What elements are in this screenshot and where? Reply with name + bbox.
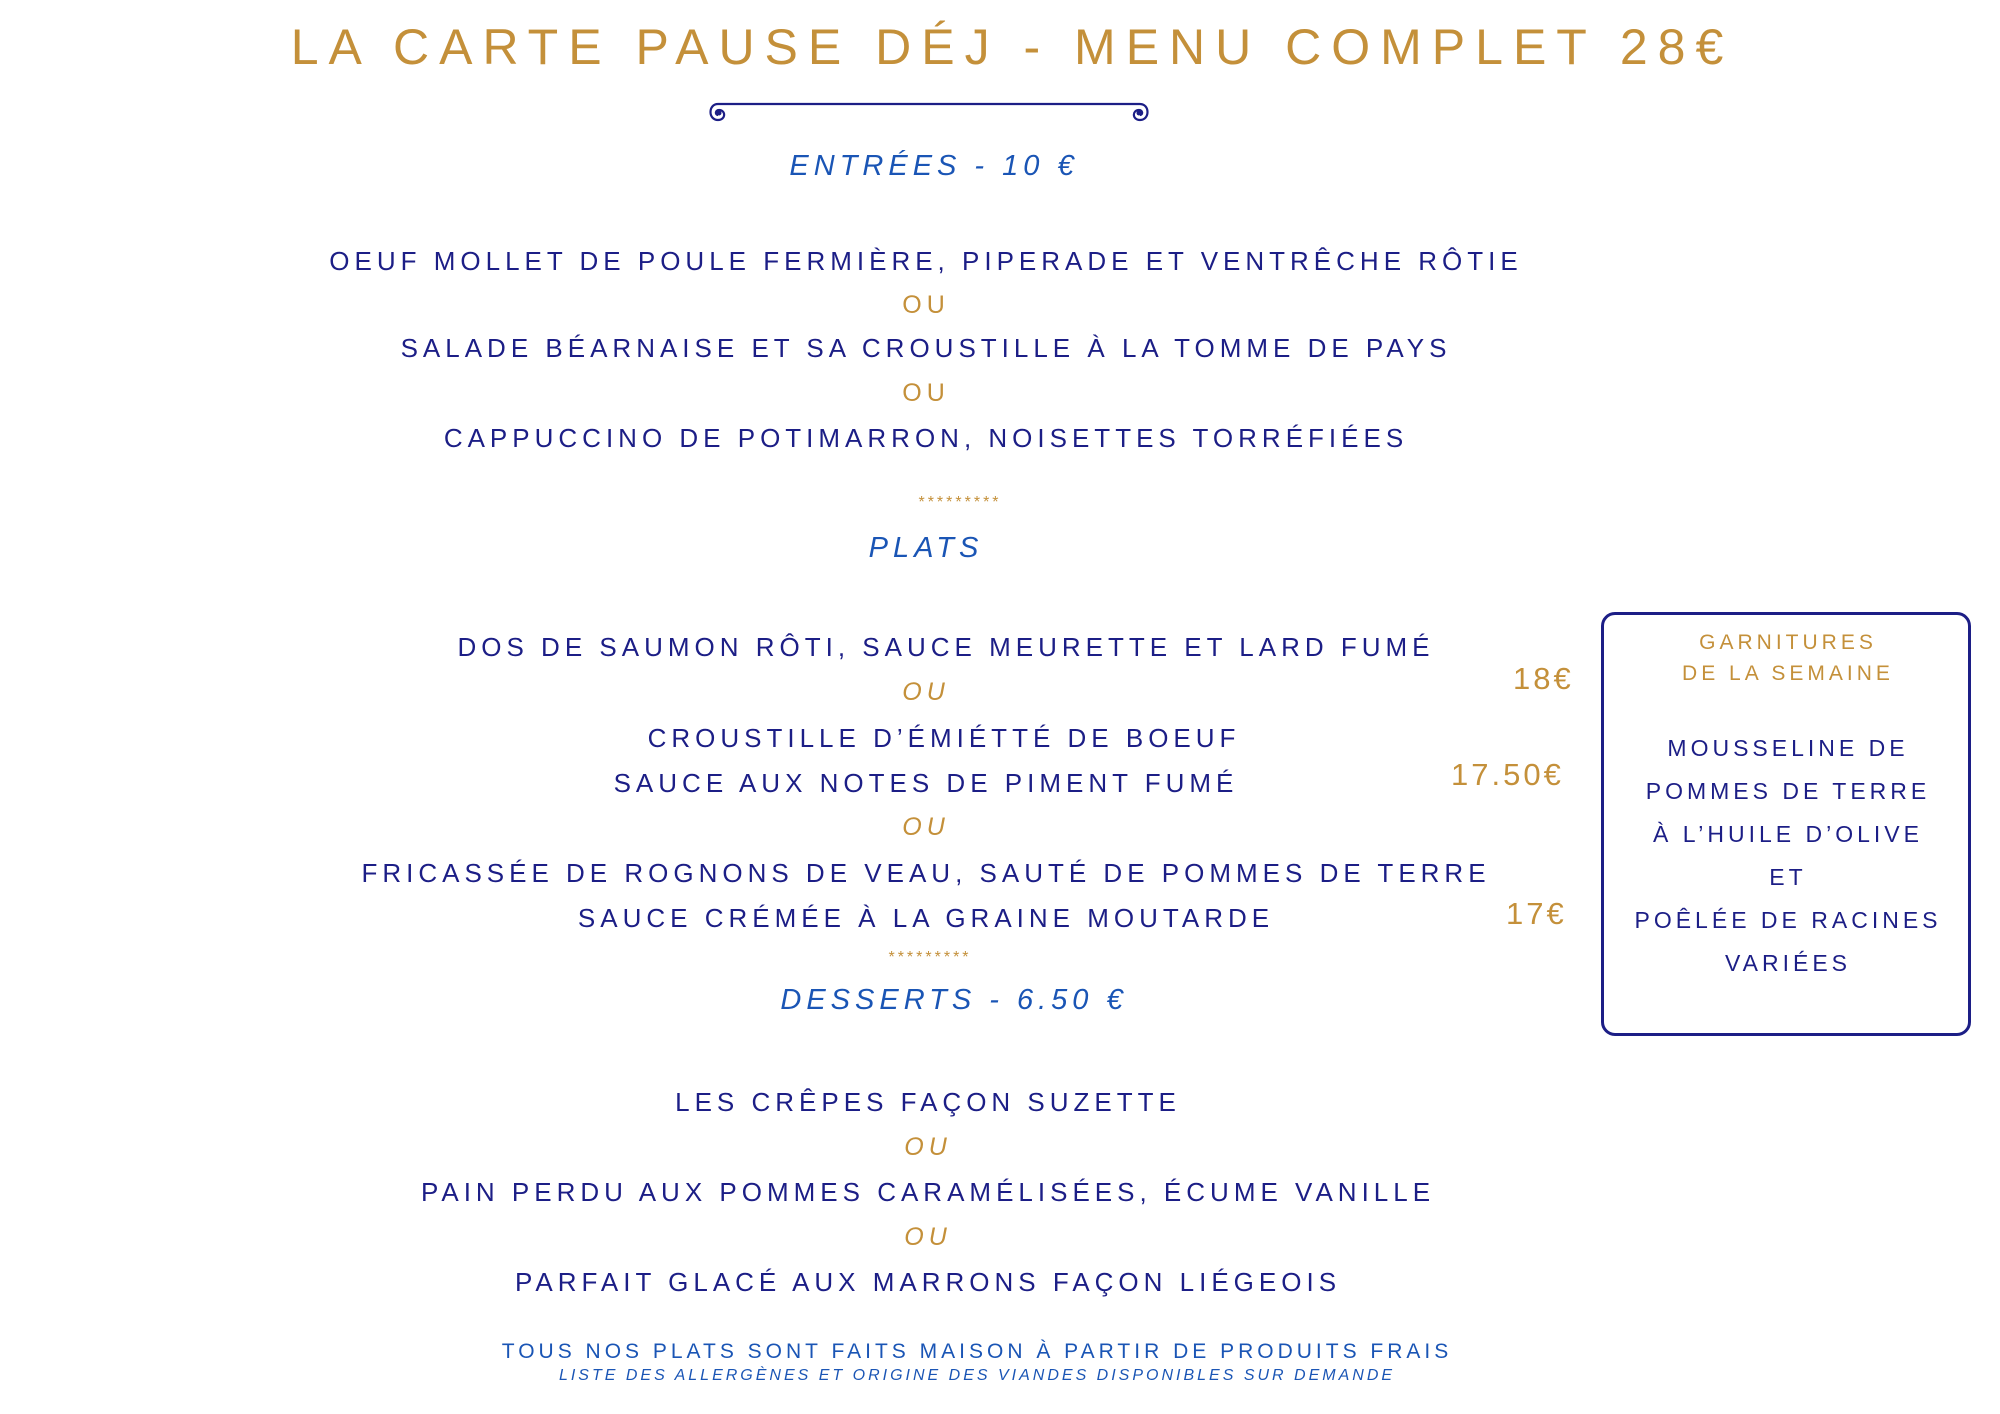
garnitures-title-line-2: DE LA SEMAINE — [1682, 662, 1894, 685]
or-separator: OU — [904, 1133, 952, 1161]
garniture-line: VARIÉES — [1725, 950, 1851, 976]
plat-price-2: 17.50€ — [1451, 757, 1564, 792]
dessert-item-3: PARFAIT GLACÉ AUX MARRONS FAÇON LIÉGEOIS — [514, 1267, 1342, 1297]
garniture-line: ET — [1769, 864, 1807, 890]
plat-item-1: DOS DE SAUMON RÔTI, SAUCE MEURETTE ET LARD FUMÉ — [457, 632, 1435, 662]
stars-divider: ********* — [918, 494, 1002, 511]
garnitures-title-line-1: GARNITURES — [1699, 631, 1877, 654]
garniture-line: POMMES DE TERRE — [1645, 778, 1931, 804]
plat-item-2-line-2: SAUCE AUX NOTES DE PIMENT FUMÉ — [613, 768, 1239, 798]
plat-item-3-line-2: SAUCE CRÉMÉE À LA GRAINE MOUTARDE — [577, 903, 1275, 933]
flourish-ornament — [706, 98, 1152, 132]
garnitures-box — [1601, 612, 1971, 1036]
plat-item-3-line-1: FRICASSÉE DE ROGNONS DE VEAU, SAUTÉ DE POMMES DE TERRE — [361, 858, 1491, 888]
garniture-line: À L’HUILE D’OLIVE — [1653, 821, 1923, 847]
or-separator: OU — [902, 678, 950, 706]
plats-heading: PLATS — [868, 532, 984, 564]
plat-price-3: 17€ — [1506, 896, 1567, 931]
entrees-heading: ENTRÉES - 10 € — [789, 150, 1079, 182]
dessert-item-1: LES CRÊPES FAÇON SUZETTE — [675, 1087, 1181, 1117]
or-separator: OU — [902, 813, 950, 841]
plat-item-2-line-1: CROUSTILLE D’ÉMIÉTTÉ DE BOEUF — [647, 723, 1241, 753]
footer-allergens-note: LISTE DES ALLERGÈNES ET ORIGINE DES VIANDES DISPONIBLES SUR DEMANDE — [558, 1367, 1396, 1384]
or-separator: OU — [902, 379, 950, 407]
entree-item-2: SALADE BÉARNAISE ET SA CROUSTILLE À LA TOMME DE PAYS — [400, 333, 1452, 363]
or-separator: OU — [902, 291, 950, 319]
menu-title: LA CARTE PAUSE DÉJ - MENU COMPLET 28€ — [290, 19, 1734, 75]
or-separator: OU — [904, 1223, 952, 1251]
footer-homemade-note: TOUS NOS PLATS SONT FAITS MAISON À PARTIR DE PRODUITS FRAIS — [501, 1340, 1453, 1363]
garniture-line: MOUSSELINE DE — [1667, 735, 1909, 761]
plat-price-1: 18€ — [1513, 661, 1574, 696]
desserts-heading: DESSERTS - 6.50 € — [780, 984, 1128, 1016]
entree-item-3: CAPPUCCINO DE POTIMARRON, NOISETTES TORRÉFIÉES — [443, 423, 1409, 453]
dessert-item-2: PAIN PERDU AUX POMMES CARAMÉLISÉES, ÉCUME VANILLE — [420, 1177, 1436, 1207]
entree-item-1: OEUF MOLLET DE POULE FERMIÈRE, PIPERADE ET VENTRÊCHE RÔTIE — [329, 246, 1523, 276]
stars-divider: ********* — [888, 949, 972, 966]
garniture-line: POÊLÉE DE RACINES — [1634, 907, 1942, 933]
